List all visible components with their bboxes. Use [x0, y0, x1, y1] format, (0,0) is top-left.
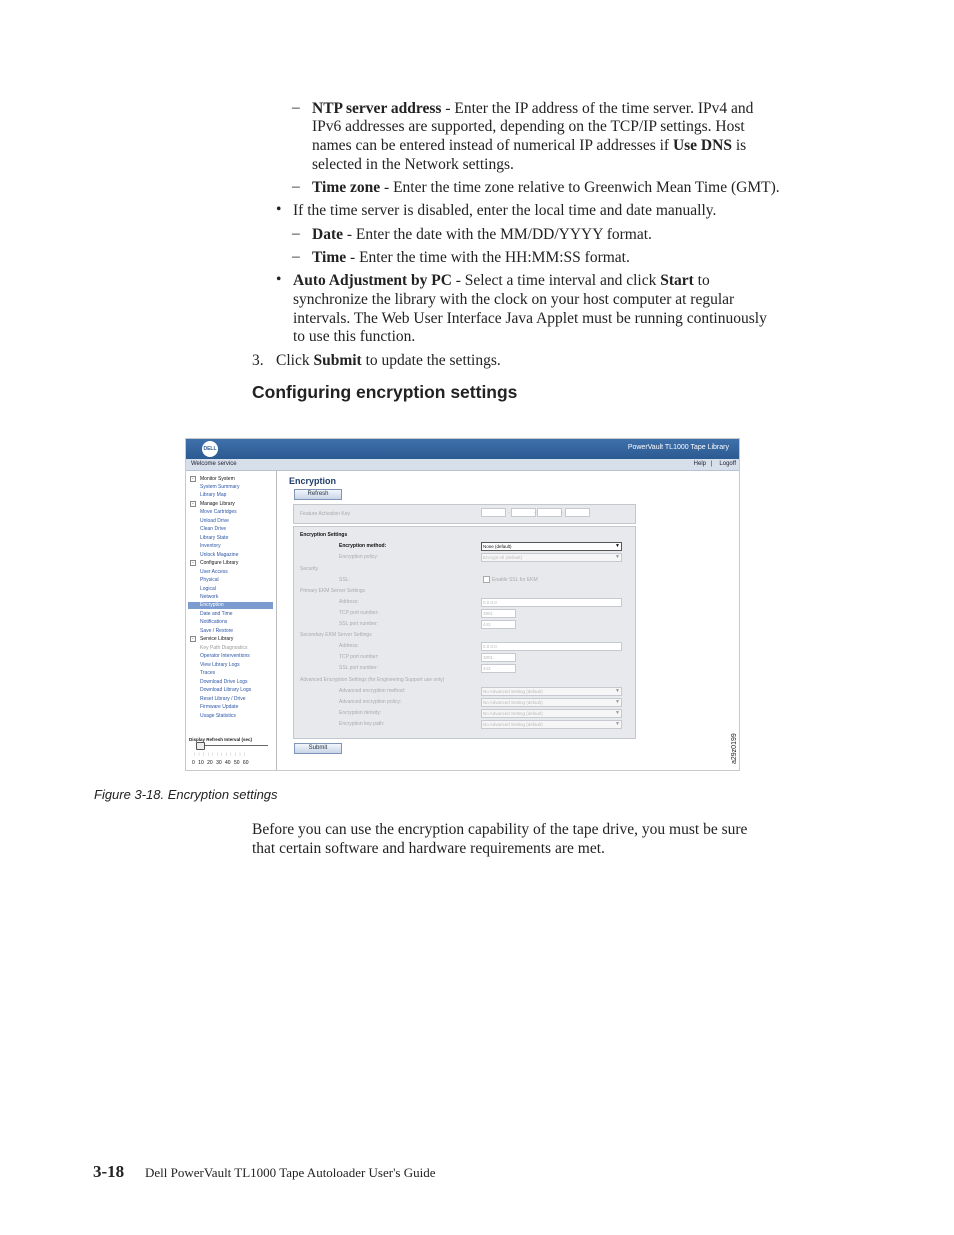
submit-term: Submit — [313, 352, 362, 369]
chevron-down-icon: ▼ — [615, 699, 620, 705]
primary-ssl-port-input[interactable]: 443 — [481, 620, 516, 629]
key-path-select[interactable] — [481, 720, 622, 729]
adv-policy-label: Advanced encryption policy: — [339, 699, 402, 705]
security-label: Security — [300, 566, 319, 572]
auto-line-2: synchronize the library with the clock on your host computer at regular — [293, 291, 735, 308]
collapse-icon[interactable]: − — [191, 476, 195, 481]
nav-user-access[interactable]: User Access — [200, 569, 228, 575]
nav-clean-drive[interactable]: Clean Drive — [200, 526, 227, 532]
density-select[interactable] — [481, 709, 622, 718]
nav-unload-drive[interactable]: Unload Drive — [200, 518, 229, 524]
slider-scale: 0 10 20 30 40 50 60 — [192, 760, 249, 766]
closing-line-1: Before you can use the encryption capability of the tape drive, you must be sure — [252, 821, 748, 838]
section-heading: Configuring encryption settings — [252, 382, 518, 402]
chevron-down-icon: ▼ — [615, 710, 620, 716]
use-dns-term: Use DNS — [672, 137, 732, 154]
collapse-icon[interactable]: − — [191, 560, 195, 565]
adv-method-value: No Advanced Setting (default) — [483, 689, 543, 694]
refresh-slider-thumb[interactable] — [196, 742, 205, 750]
time-line — [312, 248, 630, 267]
auto-line-1 — [293, 271, 710, 290]
density-value: No Advanced Setting (default) — [483, 711, 543, 716]
primary-address-input[interactable]: 0.0.0.0 — [481, 598, 622, 607]
ssl-label: SSL: — [339, 577, 350, 583]
time-desc: - Enter the time with the HH:MM:SS format. — [346, 249, 630, 266]
secondary-tcp-input[interactable]: 3801 — [481, 653, 516, 662]
nav-encryption[interactable]: Encryption — [188, 602, 273, 609]
submit-button[interactable]: Submit — [294, 743, 342, 754]
feature-key-field-1[interactable] — [481, 508, 506, 517]
nav-reset-library[interactable]: Reset Library / Drive — [200, 696, 246, 702]
key-separator: - — [534, 510, 536, 516]
auto-line-3: intervals. The Web User Interface Java Applet must be running continuously — [293, 310, 767, 327]
refresh-button[interactable]: Refresh — [294, 489, 342, 500]
feature-key-field-4[interactable] — [565, 508, 590, 517]
ssl-option-label: Enable SSL for EKM — [492, 577, 538, 583]
slider-ticks: | | | | | | | | | | | | — [194, 751, 247, 756]
timezone-line — [312, 178, 780, 197]
key-path-label: Encryption key path: — [339, 721, 385, 727]
ntp-desc: - Enter the IP address of the time server. IPv4 and — [441, 100, 754, 117]
nav-physical[interactable]: Physical — [200, 577, 219, 583]
product-title: PowerVault TL1000 Tape Library — [627, 444, 729, 451]
refresh-interval-label: Display Refresh Interval (sec) — [189, 737, 253, 742]
start-term: Start — [660, 272, 694, 289]
bullet-marker: • — [276, 271, 282, 288]
secondary-tcp-label: TCP port number: — [339, 654, 379, 660]
nav-logical[interactable]: Logical — [200, 586, 216, 592]
encryption-method-select[interactable] — [481, 542, 622, 551]
step-number: 3. — [252, 352, 264, 369]
nav-view-library-logs[interactable]: View Library Logs — [200, 662, 240, 668]
link-separator: | — [710, 461, 712, 467]
encryption-policy-value: Encrypt All (default) — [483, 555, 523, 560]
ntp-line-3a: names can be entered instead of numerical IP addresses if — [312, 137, 673, 154]
sidebar — [186, 471, 277, 770]
nav-configure-library[interactable]: Configure Library — [200, 560, 239, 566]
disabled-line: If the time server is disabled, enter the local time and date manually. — [293, 202, 717, 219]
page-title: Encryption — [289, 476, 337, 486]
collapse-icon[interactable]: − — [191, 636, 195, 641]
page-number: 3-18 — [93, 1162, 125, 1181]
timezone-term: Time zone — [312, 179, 381, 196]
auto-desc-2: to — [693, 272, 710, 289]
logoff-link[interactable]: Logoff — [719, 461, 736, 467]
app-header — [186, 439, 739, 459]
nav-service-library[interactable]: Service Library — [200, 636, 234, 642]
nav-system-summary[interactable]: System Summary — [200, 484, 240, 490]
dash-marker: – — [292, 248, 300, 265]
user-bar — [186, 459, 739, 471]
ntp-line-3 — [312, 136, 746, 155]
encryption-policy-label: Encryption policy: — [339, 554, 379, 560]
ntp-term: NTP server address — [312, 100, 442, 117]
advanced-settings-label: Advanced Encryption Settings (for Engineering Support use only) — [300, 677, 445, 683]
welcome-text: Welcome service — [191, 461, 237, 467]
encryption-method-label: Encryption method: — [339, 543, 387, 549]
adv-method-select[interactable] — [481, 687, 622, 696]
time-term: Time — [312, 249, 347, 266]
feature-key-field-2[interactable] — [511, 508, 536, 517]
key-path-value: No Advanced Setting (default) — [483, 722, 543, 727]
feature-key-field-3[interactable] — [537, 508, 562, 517]
nav-key-path-diagnostics: Key Path Diagnostics — [200, 645, 248, 651]
encryption-settings-panel — [293, 526, 636, 739]
ntp-line-2: IPv6 addresses are supported, depending on the TCP/IP settings. Host — [312, 118, 745, 135]
date-term: Date — [312, 226, 343, 243]
nav-inventory[interactable]: Inventory — [200, 543, 221, 549]
secondary-ssl-port-input[interactable]: 443 — [481, 664, 516, 673]
doc-title: Dell PowerVault TL1000 Tape Autoloader User's Guide — [145, 1165, 436, 1180]
date-desc: - Enter the date with the MM/DD/YYYY format. — [343, 226, 652, 243]
encryption-policy-select[interactable] — [481, 553, 622, 562]
nav-monitor-system[interactable]: Monitor System — [200, 476, 235, 482]
dell-logo: DELL — [202, 441, 218, 457]
adv-policy-select[interactable] — [481, 698, 622, 707]
nav-date-and-time[interactable]: Date and Time — [200, 611, 233, 617]
secondary-address-input[interactable]: 0.0.0.0 — [481, 642, 622, 651]
ntp-line-1 — [312, 99, 753, 118]
nav-network[interactable]: Network — [200, 594, 219, 600]
key-separator: - — [561, 510, 563, 516]
chevron-down-icon: ▼ — [615, 554, 620, 560]
auto-term: Auto Adjustment by PC — [293, 272, 452, 289]
dash-marker: – — [292, 178, 300, 195]
figure-id: a29z0199 — [731, 733, 738, 764]
nav-unlock-magazine[interactable]: Unlock Magazine — [200, 552, 239, 558]
chevron-down-icon: ▼ — [615, 721, 620, 727]
nav-save-restore[interactable]: Save / Restore — [200, 628, 234, 634]
figure-caption: Figure 3-18. Encryption settings — [94, 787, 278, 802]
chevron-down-icon: ▼ — [615, 688, 620, 694]
nav-move-cartridges[interactable]: Move Cartridges — [200, 509, 237, 515]
nav-operator-interventions[interactable]: Operator Interventions — [200, 653, 250, 659]
density-label: Encryption density: — [339, 710, 382, 716]
ntp-line-4: selected in the Network settings. — [312, 156, 514, 173]
dash-marker: – — [292, 225, 300, 242]
secondary-address-label: Address: — [339, 643, 359, 649]
adv-policy-value: No Advanced Setting (default) — [483, 700, 543, 705]
primary-tcp-label: TCP port number: — [339, 610, 379, 616]
ntp-line-3c: is — [731, 137, 747, 154]
bullet-marker: • — [276, 201, 282, 218]
nav-download-drive-logs[interactable]: Download Drive Logs — [200, 679, 248, 685]
auto-line-4: to use this function. — [293, 328, 416, 345]
encryption-method-value: None (default) — [483, 544, 512, 549]
primary-ekm-label: Primary EKM Server Settings — [300, 588, 366, 594]
help-link[interactable]: Help — [693, 461, 706, 467]
feature-key-panel — [293, 504, 636, 524]
collapse-icon[interactable]: − — [191, 501, 195, 506]
chevron-down-icon: ▼ — [615, 543, 620, 549]
feature-key-label: Feature Activation Key — [300, 511, 351, 517]
encryption-screenshot — [185, 438, 740, 771]
date-line — [312, 225, 652, 244]
encryption-settings-label: Encryption Settings — [300, 532, 348, 538]
closing-line-2: that certain software and hardware requirements are met. — [252, 840, 605, 857]
nav-firmware-update[interactable]: Firmware Update — [200, 704, 239, 710]
step-text-2: to update the settings. — [361, 352, 501, 369]
refresh-slider-track[interactable] — [200, 745, 268, 746]
adv-method-label: Advanced encryption method: — [339, 688, 406, 694]
secondary-ssl-port-label: SSL port number: — [339, 665, 379, 671]
dash-marker: – — [292, 99, 300, 116]
main-content — [277, 471, 739, 770]
timezone-desc: - Enter the time zone relative to Greenwich Mean Time (GMT). — [380, 179, 780, 196]
ssl-checkbox[interactable] — [483, 576, 490, 583]
auto-desc-1: - Select a time interval and click — [451, 272, 661, 289]
primary-address-label: Address: — [339, 599, 359, 605]
nav-usage-statistics[interactable]: Usage Statistics — [200, 713, 236, 719]
step-line — [276, 351, 501, 370]
key-separator: - — [508, 510, 510, 516]
nav-library-state[interactable]: Library State — [200, 535, 229, 541]
nav-notifications[interactable]: Notifications — [200, 619, 228, 625]
step-text-1: Click — [276, 352, 314, 369]
nav-traces[interactable]: Traces — [200, 670, 216, 676]
primary-ssl-port-label: SSL port number: — [339, 621, 379, 627]
nav-manage-library[interactable]: Manage Library — [200, 501, 235, 507]
primary-tcp-input[interactable]: 3801 — [481, 609, 516, 618]
secondary-ekm-label: Secondary EKM Server Settings — [300, 632, 372, 638]
nav-download-library-logs[interactable]: Download Library Logs — [200, 687, 252, 693]
nav-library-map[interactable]: Library Map — [200, 492, 227, 498]
